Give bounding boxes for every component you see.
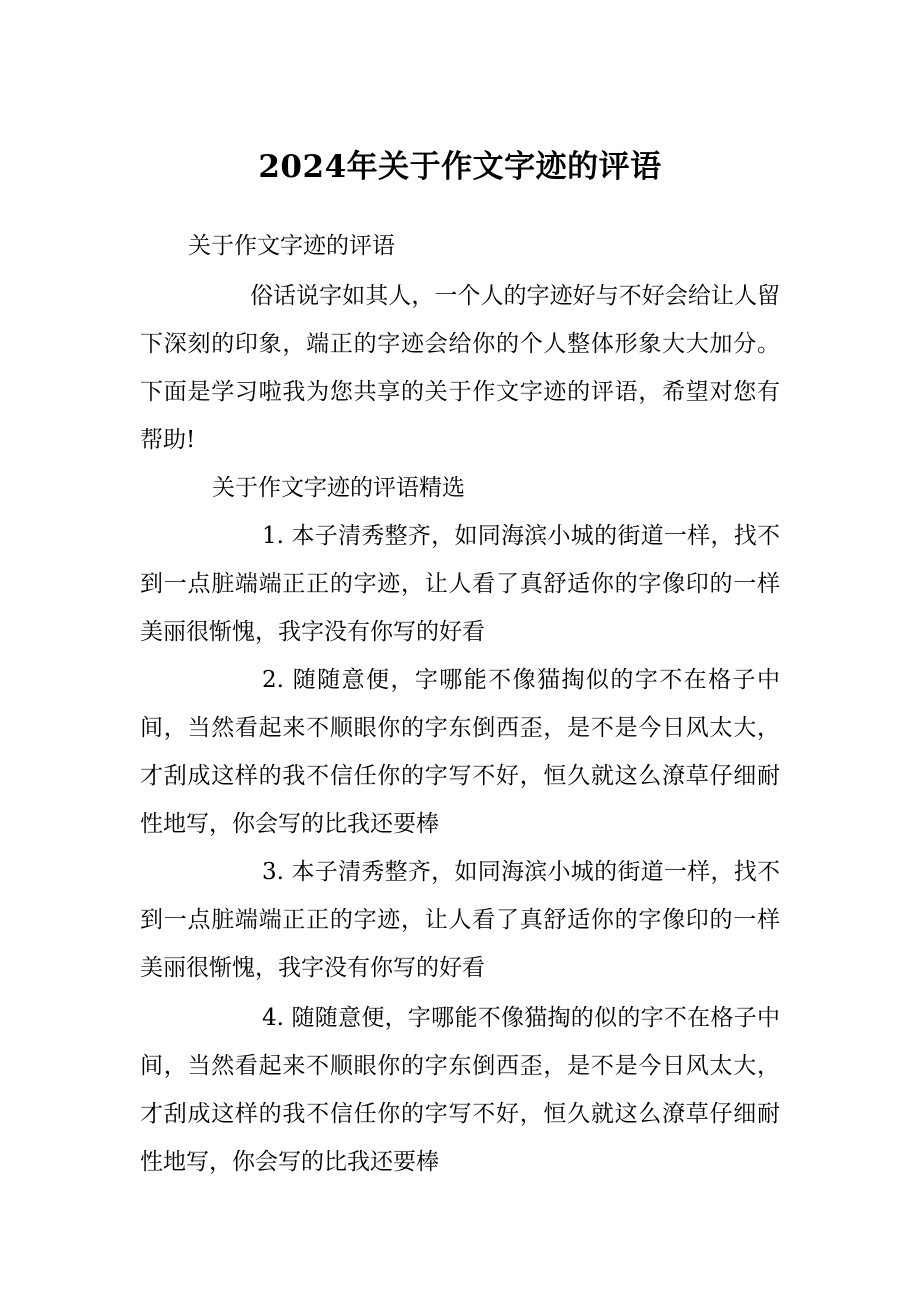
comment-item: 2. 随随意便，字哪能不像猫掏似的字不在格子中间，当然看起来不顺眼你的字东倒西歪，是不是今日风太大，才刮成这样的我不信任你的字写不好，恒久就这么潦草仔细耐性地写，你会写的比我还要棒	[140, 667, 780, 837]
comment-item: 3. 本子清秀整齐，如同海滨小城的街道一样，找不到一点脏端端正正的字迹，让人看了真舒适你的字像印的一样美丽很惭愧，我字没有你写的好看	[140, 859, 780, 981]
comment-item: 4. 随随意便，字哪能不像猫掏的似的字不在格子中间，当然看起来不顺眼你的字东倒西歪，是不是今日风太大，才刮成这样的我不信任你的字写不好，恒久就这么潦草仔细耐性地写，你会写的比我还要棒	[140, 1005, 780, 1175]
comment-item: 1. 本子清秀整齐，如同海滨小城的街道一样，找不到一点脏端端正正的字迹，让人看了真舒适你的字像印的一样美丽很惭愧，我字没有你写的好看	[140, 523, 780, 645]
section-heading: 关于作文字迹的评语精选	[212, 475, 465, 501]
intro-paragraph: 俗话说字如其人，一个人的字迹好与不好会给让人留下深刻的印象，端正的字迹会给你的个人整体形象大大加分。下面是学习啦我为您共享的关于作文字迹的评语，希望对您有帮助!	[140, 283, 780, 453]
document-title: 2024年关于作文字迹的评语	[258, 149, 662, 185]
document-subtitle: 关于作文字迹的评语	[188, 233, 395, 259]
